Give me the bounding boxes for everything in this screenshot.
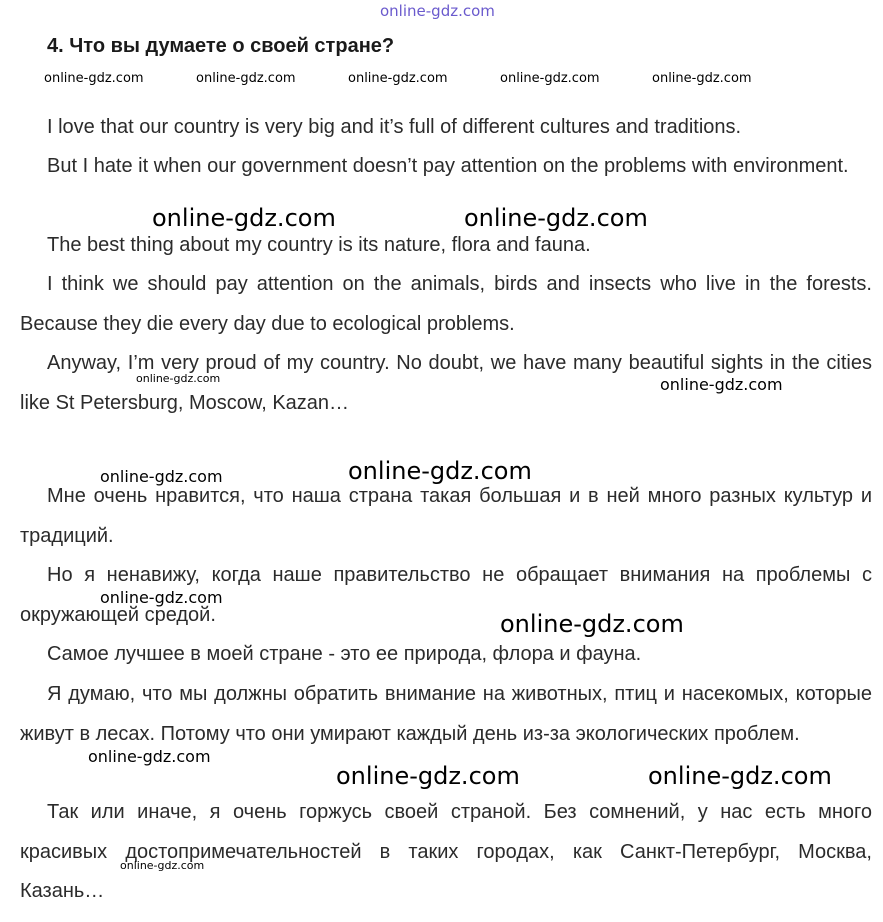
english-paragraph: I love that our country is very big and it’s full of different cultures and traditions. <box>47 116 742 138</box>
watermark: online-gdz.com <box>652 71 752 86</box>
russian-paragraph: Я думаю, что мы должны обратить внимание на животных, птиц и насекомых, которые живут в лесах. Потому что они умирают каждый день из-за экологических проблем. <box>20 683 872 745</box>
watermark: online-gdz.com <box>120 859 205 872</box>
russian-paragraph: Самое лучшее в моей стране - это ее природа, флора и фауна. <box>47 643 642 665</box>
watermark: online-gdz.com <box>660 375 783 394</box>
english-paragraph: But I hate it when our government doesn’t pay attention on the problems with environment. <box>47 155 849 177</box>
watermark: online-gdz.com <box>464 204 648 232</box>
watermark: online-gdz.com <box>500 71 600 86</box>
english-paragraph: Anyway, I’m very proud of my country. No doubt, we have many beautiful sights in the cities like St Petersburg, Moscow, Kazan… <box>20 352 872 414</box>
watermark: online-gdz.com <box>44 71 144 86</box>
watermark: online-gdz.com <box>648 762 832 790</box>
watermark: online-gdz.com <box>348 457 532 485</box>
watermark: online-gdz.com <box>500 610 684 638</box>
watermark: online-gdz.com <box>348 71 448 86</box>
watermark: online-gdz.com <box>100 588 223 607</box>
watermark: online-gdz.com <box>196 71 296 86</box>
english-paragraph: I think we should pay attention on the animals, birds and insects who live in the forests. Because they die every day due to ecological problems. <box>20 273 872 335</box>
watermark-top: online-gdz.com <box>380 2 495 20</box>
russian-paragraph: Но я ненавижу, когда наше правительство не обращает внимания на проблемы с окружающей средой. <box>20 564 872 626</box>
exercise-heading: 4. Что вы думаете о своей стране? <box>47 35 395 57</box>
russian-paragraph: Так или иначе, я очень горжусь своей страной. Без сомнений, у нас есть много красивых достопримечательностей в таких городах, как Санкт-Петербург, Москва, Казань… <box>20 801 872 902</box>
watermark: online-gdz.com <box>100 467 223 486</box>
watermark: online-gdz.com <box>136 372 221 385</box>
watermark: online-gdz.com <box>336 762 520 790</box>
english-paragraph: The best thing about my country is its nature, flora and fauna. <box>47 234 591 256</box>
watermark: online-gdz.com <box>152 204 336 232</box>
russian-paragraph: Мне очень нравится, что наша страна такая большая и в ней много разных культур и традиций. <box>20 485 872 547</box>
watermark: online-gdz.com <box>88 747 211 766</box>
